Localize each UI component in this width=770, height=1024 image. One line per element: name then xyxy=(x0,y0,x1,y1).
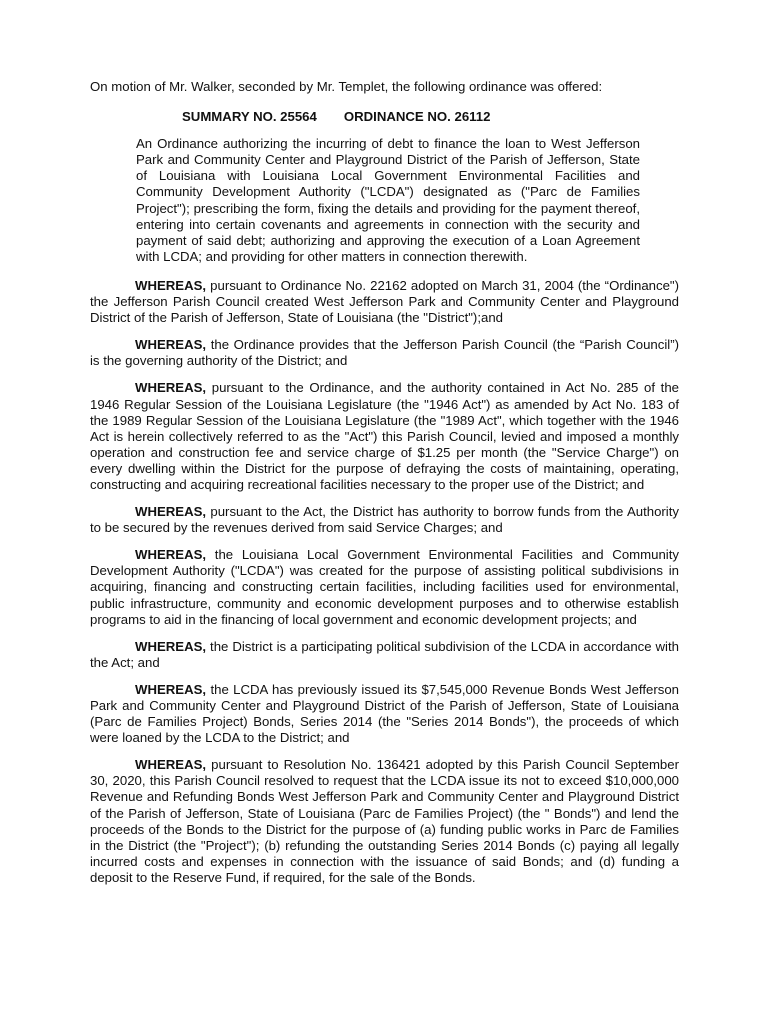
whereas-clause xyxy=(90,504,679,536)
ordinance-heading xyxy=(182,109,679,125)
ordinance-number: ORDINANCE NO. 26112 xyxy=(343,109,491,125)
ordinance-text xyxy=(90,79,679,897)
whereas-clause xyxy=(90,278,679,326)
whereas-label: WHEREAS, xyxy=(135,681,207,697)
whereas-label: WHEREAS, xyxy=(135,547,207,563)
whereas-clause xyxy=(90,639,679,671)
whereas-clause xyxy=(90,757,679,886)
whereas-label: WHEREAS, xyxy=(135,504,207,520)
whereas-clause xyxy=(90,380,679,493)
whereas-clause xyxy=(90,337,679,369)
clause-text: the Ordinance provides that the Jefferson Parish Council (the “Parish Council”) is the governing authority of the District; and xyxy=(90,337,679,369)
ordinance-summary: An Ordinance authorizing the incurring of debt to finance the loan to West Jefferson Park and Community Center and Playground District of the Parish of Jefferson, State of Louisiana with Louisiana Local Government Environmental Facilities and Community Development Authority ("LCDA") designated as ("Parc de Families Project"); prescribing the form, fixing the details and providing for the payment thereof, entering into certain covenants and agreements in connection with the security and payment of said debt; authorizing and approving the execution of a Loan Agreement with LCDA; and providing for other matters in connection therewith. xyxy=(136,136,640,264)
clause-text: pursuant to Ordinance No. 22162 adopted on March 31, 2004 (the “Ordinance") the Jefferson Parish Council created West Jefferson Park and Community Center and Playground District of the Parish of Jefferson, State of Louisiana (the "District");and xyxy=(90,277,679,326)
clause-text: pursuant to Resolution No. 136421 adopted by this Parish Council September 30, 2020, this Parish Council resolved to request that the LCDA issue its not to exceed $10,000,000 Revenue and Refunding Bonds West Jefferson Park and Community Center and Playground District of the Parish of Jefferson, State of Louisiana (Parc de Families Project) (the " Bonds") and lend the proceeds of the Bonds to the District for the purpose of (a) funding public works in Parc de Families in the District (the "Project"); (b) refunding the outstanding Series 2014 Bonds (c) paying all legally incurred costs and expenses in connection with the issuance of said Bonds; and (d) funding a deposit to the Reserve Fund, if required, for the sale of the Bonds. xyxy=(90,757,679,885)
whereas-label: WHEREAS, xyxy=(135,757,207,773)
clause-text: the District is a participating political subdivision of the LCDA in accordance with the Act; and xyxy=(90,638,679,670)
whereas-clause xyxy=(90,682,679,746)
clause-text: the LCDA has previously issued its $7,545,000 Revenue Bonds West Jefferson Park and Community Center and Playground District of the Parish of Jefferson, State of Louisiana (Parc de Families Project) Bonds, Series 2014 (the "Series 2014 Bonds"), the proceeds of which were loaned by the LCDA to the District; and xyxy=(90,681,679,746)
clause-text: the Louisiana Local Government Environmental Facilities and Community Development Authority ("LCDA") was created for the purpose of assisting political subdivisions in acquiring, financing and constructing certain facilities, including facilities used for environmental, public infrastructure, community and economic development purposes and to otherwise establish programs to aid in the financing of local government and economic development projects; and xyxy=(90,547,679,627)
summary-number: SUMMARY NO. 25564 xyxy=(182,109,317,125)
whereas-label: WHEREAS, xyxy=(135,337,207,353)
clause-text: pursuant to the Ordinance, and the authority contained in Act No. 285 of the 1946 Regular Session of the Louisiana Legislature (the "1946 Act") as amended by Act No. 183 of the 1989 Regular Session of the Louisiana Legislature (the "1989 Act", which together with the 1946 Act is herein collectively referred to as the "Act") this Parish Council, levied and imposed a monthly operation and construction fee and service charge of $1.25 per month (the "Service Charge") on every dwelling within the District for the purpose of defraying the costs of maintaining, operating, constructing and acquiring recreational facilities necessary to the proper use of the District; and xyxy=(90,380,679,492)
whereas-label: WHEREAS, xyxy=(135,380,207,396)
motion-paragraph: On motion of Mr. Walker, seconded by Mr. Templet, the following ordinance was offered: xyxy=(90,79,603,94)
whereas-label: WHEREAS, xyxy=(135,638,207,654)
whereas-label: WHEREAS, xyxy=(135,277,207,293)
clause-text: pursuant to the Act, the District has authority to borrow funds from the Authority to be secured by the revenues derived from said Service Charges; and xyxy=(90,504,679,536)
whereas-clause xyxy=(90,547,679,627)
